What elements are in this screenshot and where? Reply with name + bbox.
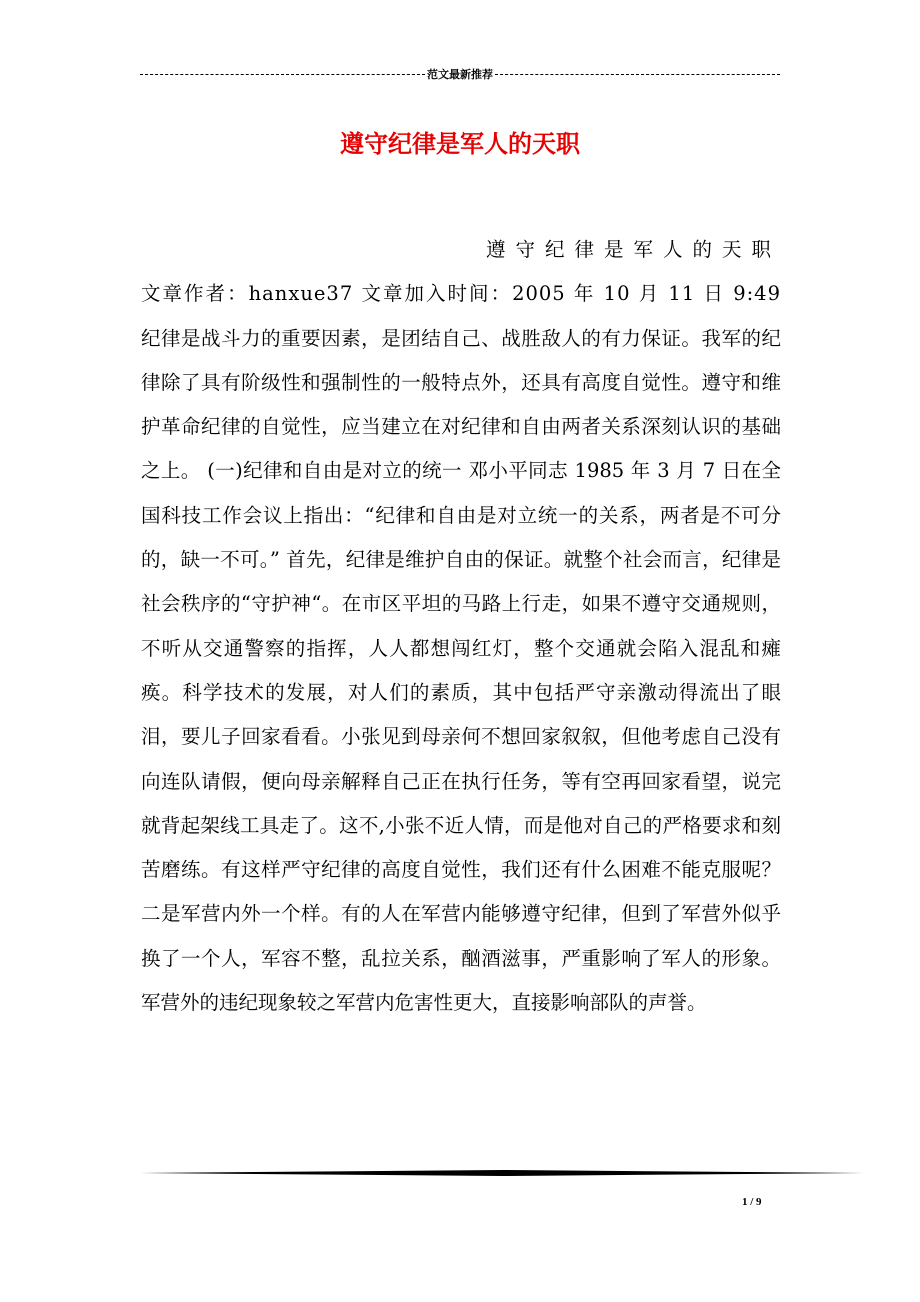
document-title: 遵守纪律是军人的天职 bbox=[340, 130, 580, 158]
header-label: 范文最新推荐 bbox=[427, 68, 493, 81]
page-number: 1 / 9 bbox=[742, 1196, 762, 1208]
document-content bbox=[141, 228, 781, 1025]
page-header bbox=[140, 66, 780, 82]
document-subtitle: 遵守纪律是军人的天职 bbox=[485, 238, 781, 261]
body-paragraph: 纪律是战斗力的重要因素，是团结自己、战胜敌人的有力保证。我军的纪律除了具有阶级性和强制性的一般特点外，还具有高度自觉性。遵守和维护革命纪律的自觉性，应当建立在对纪律和自由两者关系深刻认识的基础之上。 (一)纪律和自由是对立的统一 邓小平同志 1985 年 3 月 7 日在全国科技工作会议上指出：“纪律和自由是对立统一的关系，两者是不可分的，缺一不可。” 首先，纪律是维护自由的保证。就整个社会而言，纪律是社会秩序的“守护神“。在市区平坦的马路上行走，如果不遵守交通规则，不听从交通警察的指挥，人人都想闯红灯，整个交通就会陷入混乱和瘫痪。科学技术的发展，对人们的素质，其中包括严守亲激动得流出了眼泪，要儿子回家看看。小张见到母亲何不想回家叙叙，但他考虑自己没有向连队请假，便向母亲解释自己正在执行任务，等有空再回家看望，说完就背起架线工具走了。这不,小张不近人情，而是他对自己的严格要求和刻苦磨练。有这样严守纪律的高度自觉性，我们还有什么困难不能克服呢？ 二是军营内外一个样。有的人在军营内能够遵守纪律，但到了军营外似乎换了一个人，军容不整，乱拉关系，酗酒滋事，严重影响了军人的形象。军营外的违纪现象较之军营内危害性更大，直接影响部队的声誉。 bbox=[141, 326, 781, 1015]
header-dashes-right bbox=[495, 74, 780, 75]
article-byline: 文章作者：hanxue37 文章加入时间：2005 年 10 月 11 日 9:49 bbox=[141, 282, 781, 306]
footer-rule bbox=[140, 1170, 864, 1176]
header-dashes-left bbox=[140, 74, 425, 75]
footer-rule-graphic bbox=[140, 1170, 864, 1176]
